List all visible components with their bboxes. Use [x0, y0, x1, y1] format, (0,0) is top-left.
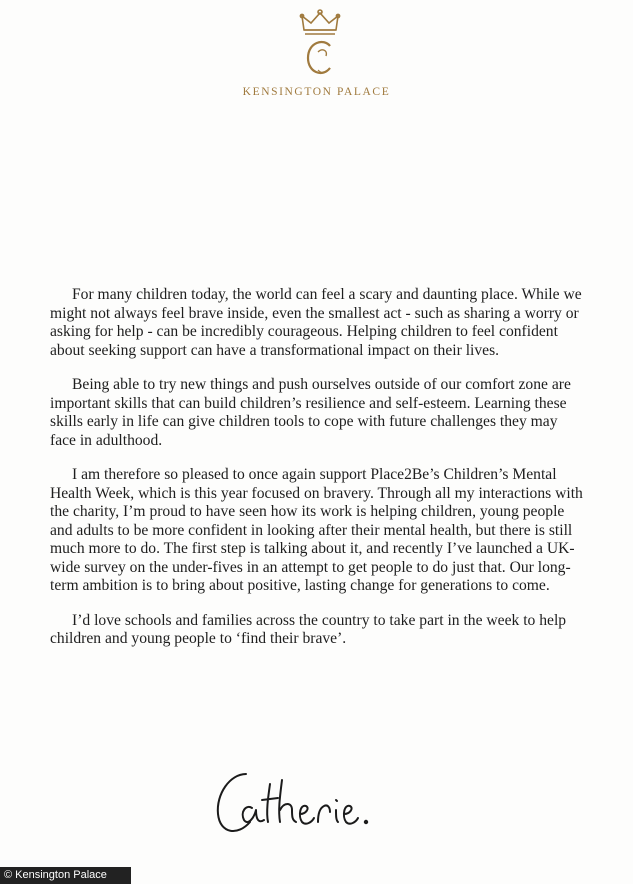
paragraph: I am therefore so pleased to once again support Place2Be’s Children’s Mental Health Week, which is this year focused on bravery. Through all my interactions with the charity, I’m proud to have seen how its work is helping children, young people and adults to be more confident in looking after their mental health, but there is still much more to do. The first step is talking about it, and recently I’ve launched a UK-wide survey on the under-fives in an attempt to get people to do just that. Our long-term ambition is to bring about positive, lasting change for generations to come.: [50, 466, 583, 594]
paragraph: For many children today, the world can feel a scary and daunting place. While we might not always feel brave inside, even the smallest act - such as sharing a worry or asking for help - can be incredibly courageous. Helping children to feel confident about seeking support can have a transformational impact on their lives.: [50, 286, 582, 359]
paragraph: I’d love schools and families across the country to take part in the week to help children and young people to ‘find their brave’.: [50, 611, 567, 647]
photo-credit: © Kensington Palace: [0, 867, 131, 884]
paragraph: Being able to try new things and push ourselves outside of our comfort zone are important skills that can build children’s resilience and self-esteem. Learning these skills early in life can give children tools to cope with future challenges they may face in adulthood.: [50, 376, 571, 449]
letterhead-title: KENSINGTON PALACE: [242, 86, 391, 98]
letter-body: [50, 286, 585, 665]
crown-monogram-icon: [296, 8, 344, 86]
handwritten-signature: [212, 764, 412, 844]
